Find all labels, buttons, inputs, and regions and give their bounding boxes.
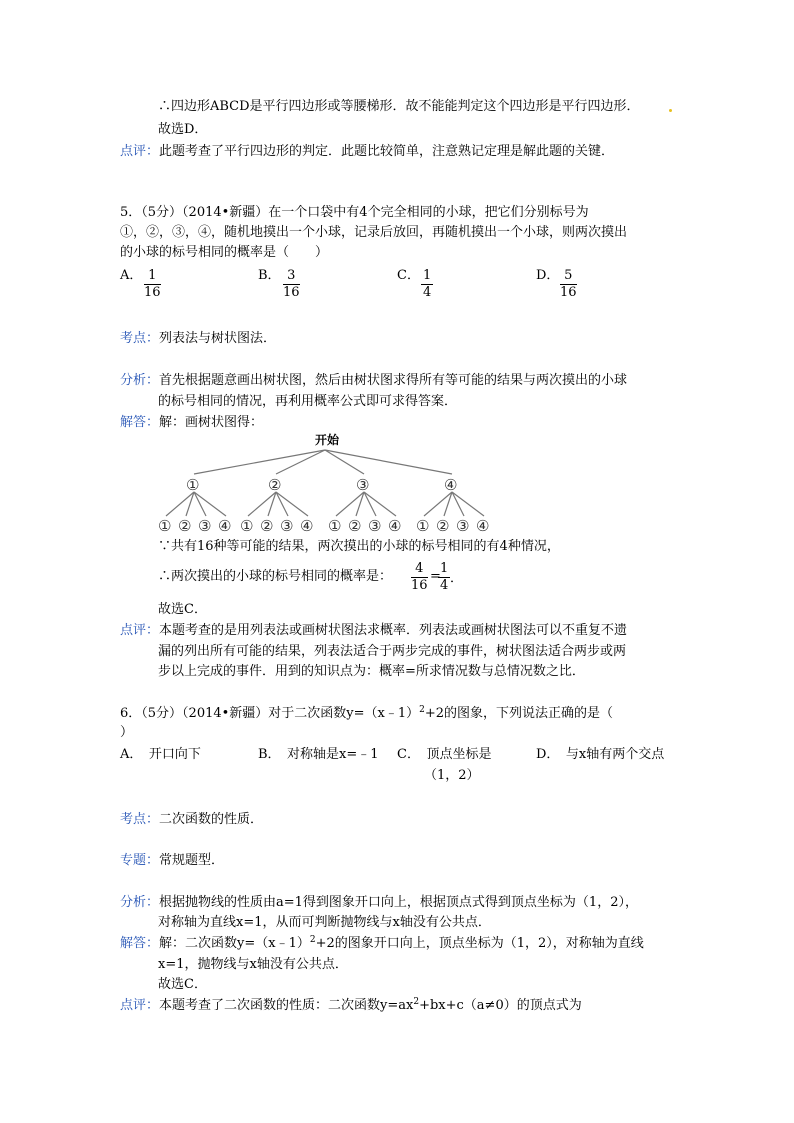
jieda-label: 解答： (120, 415, 160, 430)
dianping-label: 点评： (120, 623, 160, 638)
tree-level2-node: ③ (280, 517, 294, 535)
comment-text: 此题考查了平行四边形的判定．此题比较简单，注意熟记定理是解此题的关键． (159, 144, 615, 159)
tree-level2-node: ② (260, 517, 274, 535)
tree-level2-node: ② (178, 517, 192, 535)
tree-level1-node: ② (268, 476, 282, 494)
q6-kaodian (120, 811, 263, 829)
q5-option-c-fraction (421, 268, 433, 301)
q5-stem-line2: ①，②，③，④，随机地摸出一个小球，记录后放回，再随机摸出一个小球，则两次摸出 (120, 225, 628, 240)
fraction-numerator: 1 (440, 561, 449, 576)
q6-dianping-line1 (120, 997, 582, 1015)
q6-option-d: D． 与x轴有两个交点 (536, 747, 665, 762)
fraction-numerator: 3 (283, 268, 300, 285)
tree-level2-node: ④ (218, 517, 232, 535)
q6-fenxi-line1 (120, 894, 638, 912)
q5-option-b-fraction (283, 268, 300, 301)
dianping-text: 本题考查的是用列表法或画树状图法求概率．列表法或画树状图法可以不重复不遗 (159, 623, 628, 638)
fraction-numerator: 1 (423, 268, 432, 283)
tree-level2-node: ③ (198, 517, 212, 535)
tree-diagram (150, 428, 510, 538)
q5-dianping-line1 (120, 622, 627, 640)
fraction-denominator: 4 (440, 578, 449, 593)
tree-level2-node: ③ (456, 517, 470, 535)
fenxi-label: 分析： (120, 895, 160, 910)
q5-option-a-letter: A． (120, 268, 143, 283)
q6-fenxi-line2: 对称轴为直线x=1，从而可判断抛物线与x轴没有公共点． (158, 915, 491, 930)
fraction-numerator: 1 (144, 268, 161, 285)
q5-result-period: ． (450, 571, 464, 586)
comment-line (120, 143, 614, 161)
q6-jieda-line1 (120, 935, 644, 953)
jieda-text-part2: +2的图象开口向上，顶点坐标为（1，2），对称轴为直线 (315, 936, 644, 951)
q6-choose-line: 故选C． (158, 977, 207, 992)
q5-option-c-letter: C． (397, 268, 420, 283)
jieda-exponent: 2 (309, 935, 316, 945)
q6-stem-line2: ） (120, 725, 134, 740)
jieda-text: 解：画树状图得： (159, 415, 264, 430)
tree-level2-node: ④ (300, 517, 314, 535)
fenxi-text: 首先根据题意画出树状图，然后由树状图求得所有等可能的结果与两次摸出的小球 (159, 373, 628, 388)
q6-stem-part2: +2的图象，下列说法正确的是（ (424, 706, 614, 721)
q5-fenxi-line1 (120, 372, 627, 390)
fraction-numerator: 4 (411, 561, 428, 578)
q6-option-b: B． 对称轴是x=﹣1 (258, 747, 379, 762)
tree-level2-node: ③ (368, 517, 382, 535)
conclusion-line: ∴四边形ABCD是平行四边形或等腰梯形．故不能能判定这个四边形是平行四边形． (158, 99, 640, 114)
q5-option-d-letter: D． (536, 268, 560, 283)
comment-label: 点评： (120, 144, 160, 159)
q5-result-fraction-a (411, 561, 428, 594)
tree-level2-node: ④ (388, 517, 402, 535)
q5-choose-line: 故选C． (158, 602, 207, 617)
q6-stem-part1: 6．（5分）（2014•新疆）对于二次函数y=（x﹣1） (120, 706, 420, 721)
fenxi-text: 根据抛物线的性质由a=1得到图象开口向上，根据顶点式得到顶点坐标为（1，2）， (159, 895, 638, 910)
q6-stem-exponent: 2 (419, 705, 425, 715)
q5-dianping-line3: 步以上完成的事件．用到的知识点为：概率=所求情况数与总情况数之比． (158, 664, 585, 679)
tree-level2-node: ① (158, 517, 172, 535)
zhuanti-label: 专题： (120, 853, 160, 868)
tree-level2-node: ① (240, 517, 254, 535)
q6-stem-line1 (120, 705, 613, 723)
fraction-denominator: 16 (560, 285, 577, 300)
fraction-denominator: 16 (411, 578, 428, 593)
fraction-denominator: 4 (423, 285, 432, 300)
kaodian-text: 列表法与树状图法． (159, 331, 277, 346)
q5-option-a-fraction (144, 268, 161, 301)
decorative-dot (669, 109, 672, 112)
fraction-denominator: 16 (283, 285, 300, 300)
q5-dianping-line2: 漏的列出所有可能的结果，列表法适合于两步完成的事件，树状图法适合两步或两 (158, 644, 627, 659)
q5-therefore-line: ∴两次摸出的小球的标号相同的概率是： (158, 569, 393, 584)
zhuanti-text: 常规题型． (159, 853, 225, 868)
q5-result-fraction-b (438, 561, 450, 594)
fenxi-label: 分析： (120, 373, 160, 388)
tree-level2-node: ② (348, 517, 362, 535)
q5-fenxi-line2: 的标号相同的情况，再利用概率公式即可求得答案． (158, 394, 458, 409)
dianping-text-part2: +bx+c（a≠0）的顶点式为 (419, 998, 582, 1013)
kaodian-label: 考点： (120, 812, 160, 827)
fraction-denominator: 16 (144, 285, 161, 300)
q5-stem-line1: 5．（5分）（2014•新疆）在一个口袋中有4个完全相同的小球，把它们分别标号为 (120, 205, 589, 220)
tree-level1-node: ① (186, 476, 200, 494)
tree-level1-node: ③ (356, 476, 370, 494)
q6-zhuanti (120, 852, 224, 870)
answer-line: 故选D． (158, 122, 208, 137)
q5-kaodian (120, 330, 276, 348)
tree-level2-node: ① (328, 517, 342, 535)
q6-option-c: C． 顶点坐标是 (397, 747, 492, 762)
q6-jieda-line2: x=1，抛物线与x轴没有公共点． (158, 957, 348, 972)
kaodian-text: 二次函数的性质． (159, 812, 264, 827)
tree-level1-node: ④ (444, 476, 458, 494)
jieda-label: 解答： (120, 936, 160, 951)
tree-level2-node: ② (436, 517, 450, 535)
dianping-text-part1: 本题考查了二次函数的性质：二次函数y=ax (159, 998, 414, 1013)
tree-root-label: 开始 (315, 433, 340, 447)
q5-option-d-fraction (560, 268, 577, 301)
q5-equals-sign: = (430, 569, 441, 584)
dianping-label: 点评： (120, 998, 160, 1013)
tree-level2-node: ① (416, 517, 430, 535)
q6-option-a: A． 开口向下 (120, 747, 201, 762)
tree-level2-node: ④ (476, 517, 490, 535)
q5-stem-line3: 的小球的标号相同的概率是（ ） (120, 245, 329, 260)
dianping-exponent: 2 (413, 997, 420, 1007)
kaodian-label: 考点： (120, 331, 160, 346)
q5-because-line: ∵共有16种等可能的结果，两次摸出的小球的标号相同的有4种情况， (158, 539, 560, 554)
q5-option-b-letter: B． (258, 268, 281, 283)
q6-option-c-continued: （1，2） (424, 768, 480, 783)
jieda-text-part1: 解：二次函数y=（x﹣1） (159, 936, 310, 951)
fraction-numerator: 5 (560, 268, 577, 285)
